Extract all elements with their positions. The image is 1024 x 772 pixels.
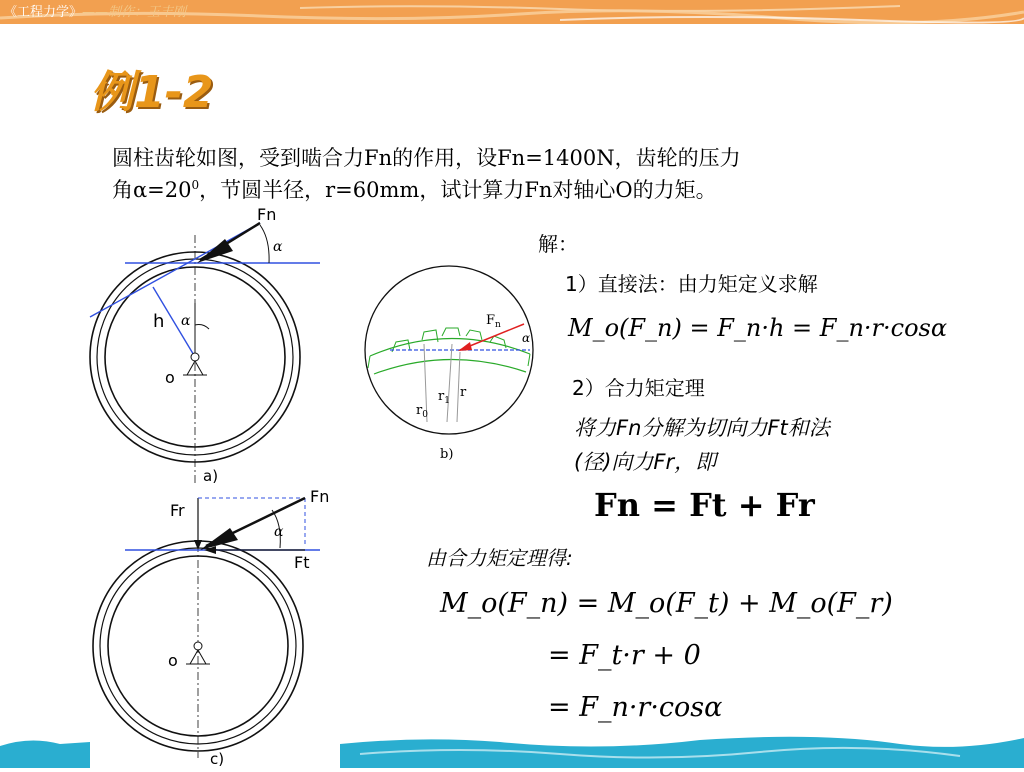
decompose-line-1: 将力Fn分解为切向力Ft和法 (574, 416, 830, 440)
fig-c-Fn-label: Fn (310, 488, 330, 506)
equation-theorem-3: = F_n·r·cosα (548, 692, 723, 723)
decompose-line-2: (径)向力Fr，即 (574, 450, 717, 474)
problem-line-1: 圆柱齿轮如图，受到啮合力Fn的作用，设Fn=1400N，齿轮的压力 (112, 146, 741, 170)
fig-c-Ft-label: Ft (294, 553, 310, 572)
vector-equation: Fn = Ft + Fr (594, 486, 815, 524)
fig-b-r1-sub: 1 (444, 396, 450, 406)
fig-b-alpha: α (522, 331, 531, 345)
fig-a-h-label: h (153, 311, 165, 332)
figure-a-gear (85, 205, 335, 490)
method-2-heading: 2）合力矩定理 (572, 376, 705, 400)
solution-label: 解： (538, 232, 578, 256)
problem-line-2b: ，节圆半径，r=60mm，试计算力Fn对轴心O的力矩。 (199, 178, 717, 202)
fig-c-alpha: α (274, 524, 284, 540)
degree-superscript: 0 (191, 178, 200, 192)
page-title: 例1-2 (90, 67, 214, 118)
figure-c-gear (90, 488, 350, 768)
fig-b-r0-sub: 0 (422, 410, 428, 420)
fig-b-r-label: r (460, 385, 467, 400)
equation-theorem-1: M_o(F_n) = M_o(F_t) + M_o(F_r) (440, 588, 893, 619)
course-author: ——制作：王丰刚 (82, 5, 187, 20)
title-divider (113, 120, 913, 128)
fig-a-Fn-label: Fn (257, 205, 277, 224)
fig-c-Fr-label: Fr (170, 501, 185, 520)
equation-theorem-2: = F_t·r + 0 (548, 640, 701, 671)
equation-direct: M_o(F_n) = F_n·h = F_n·r·cosα (568, 314, 948, 342)
fig-c-o-label: o (168, 651, 178, 670)
theorem-line: 由合力矩定理得: (426, 546, 573, 570)
fig-b-r0-text: r (416, 403, 423, 418)
bottom-wave-decoration (0, 728, 1024, 768)
fig-a-caption: a) (203, 467, 219, 485)
fig-a-alpha-top: α (273, 239, 283, 255)
fig-a-o-label: o (165, 368, 175, 387)
fig-b-caption: b) (440, 447, 454, 462)
method-1-heading: 1）直接法：由力矩定义求解 (565, 272, 818, 296)
course-name: 《工程力学》 (4, 5, 83, 20)
fig-b-Fn-sub: n (495, 320, 501, 330)
fig-b-Fn-text: F (486, 313, 496, 328)
fig-c-caption: c) (210, 750, 225, 768)
fig-a-alpha-mid: α (181, 313, 191, 329)
fig-b-r1-text: r (438, 389, 445, 404)
problem-line-2 (112, 174, 717, 204)
header-course (4, 1, 186, 20)
figure-b-gear-detail (362, 262, 542, 462)
problem-line-2a: 角α=20 (112, 178, 192, 202)
